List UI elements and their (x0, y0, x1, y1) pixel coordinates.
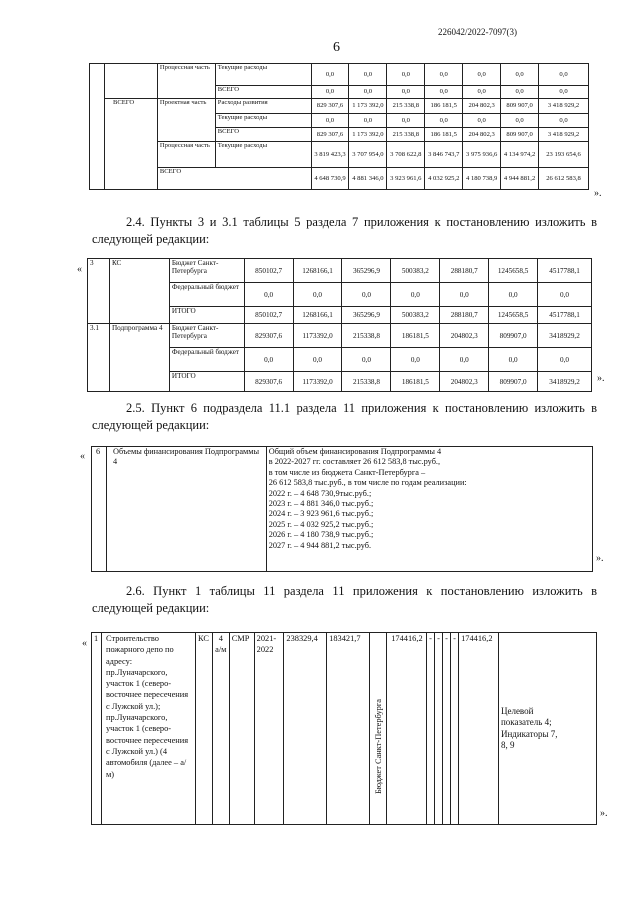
table-cell: 1245658,5 (489, 259, 538, 283)
table-cell: 0,0 (391, 348, 440, 372)
table-cell: 215 338,8 (387, 99, 425, 114)
table-cell: 4 180 738,9 (463, 168, 501, 190)
table-cell: 4517788,1 (538, 307, 592, 324)
table-cell: 0,0 (311, 114, 349, 128)
closing-quote: ». (597, 373, 605, 384)
table-cell: 4 881 346,0 (349, 168, 387, 190)
table-cell: 0,0 (391, 283, 440, 307)
table-cell: 0,0 (501, 114, 539, 128)
table-cell: 1 173 392,0 (349, 128, 387, 142)
table-cell: 0,0 (538, 283, 592, 307)
table-cell: 0,0 (293, 283, 342, 307)
dash-cell: - (443, 633, 451, 825)
table-cell: 850102,7 (244, 307, 293, 324)
dash-cell: - (427, 633, 435, 825)
table-cell: 1268166,1 (293, 307, 342, 324)
table-cell: 365296,9 (342, 259, 391, 283)
table-cell: 0,0 (311, 64, 349, 86)
table-cell: 809 907,0 (501, 99, 539, 114)
table-cell: 204 802,3 (463, 128, 501, 142)
table-cell: 0,0 (489, 283, 538, 307)
table-cell: 3 846 743,7 (425, 142, 463, 168)
table-cell: ВСЕГО (215, 86, 311, 99)
object-name: Строительство пожарного депо по адресу: пр.Луначарского, участок 1 (северо-восточнее пересечения с Лужской ул.); пр.Луначарского, участок 1 (северо-восточнее пересечения с Лужской ул.) (4 автомобиля (далее – а/м) (101, 633, 195, 825)
table-cell: 0,0 (425, 64, 463, 86)
table-cell: 0,0 (244, 283, 293, 307)
table-cell: 288180,7 (440, 259, 489, 283)
table-cell: 0,0 (311, 86, 349, 99)
indicators-text: Целевой показатель 4; Индикаторы 7, 8, 9 (500, 705, 558, 750)
table-cell: 829307,6 (244, 324, 293, 348)
finance-table (87, 258, 592, 392)
indicators (498, 633, 596, 825)
table-cell: 204802,3 (440, 324, 489, 348)
row-number: 3.1 (88, 324, 110, 392)
table-cell: Текущие расходы (215, 142, 311, 168)
table-cell: 809907,0 (489, 372, 538, 392)
table-cell: 26 612 583,8 (539, 168, 589, 190)
detail-line: Общий объем финансирования Подпрограммы 4 (268, 447, 442, 456)
table-cell: 4517788,1 (538, 259, 592, 283)
detail-line: в том числе из бюджета Санкт-Петербурга – (268, 467, 426, 477)
table-cell: 500383,2 (391, 259, 440, 283)
opening-quote: « (82, 638, 87, 649)
funding-volume-table (91, 446, 593, 572)
table-cell: 0,0 (538, 348, 592, 372)
table-cell: 829307,6 (244, 372, 293, 392)
table-cell: 186 181,5 (425, 128, 463, 142)
table-cell: 0,0 (293, 348, 342, 372)
row-number: 6 (92, 447, 107, 572)
funding-source: Федеральный бюджет (169, 348, 244, 372)
table-cell: 204802,3 (440, 372, 489, 392)
table-cell: 4 944 881,2 (501, 168, 539, 190)
closing-quote: ». (600, 808, 608, 819)
table-cell: 1268166,1 (293, 259, 342, 283)
object-table (91, 632, 597, 825)
total: 174416,2 (387, 633, 427, 825)
closing-quote: ». (596, 553, 604, 564)
table-cell: 4 032 925,2 (425, 168, 463, 190)
detail-line: 2024 г. – 3 923 961,6 тыс.руб.; (268, 509, 374, 519)
table-cell: 0,0 (342, 348, 391, 372)
table-cell: 0,0 (349, 114, 387, 128)
row-label: Объемы финансирования Подпрограммы 4 (106, 447, 266, 572)
paragraph-2-5: 2.5. Пункт 6 подраздела 11.1 раздела 11 приложения к постановлению изложить в следующей редакции: (92, 401, 597, 432)
table-cell: 0,0 (342, 283, 391, 307)
page-number: 6 (333, 40, 340, 55)
table-cell: 23 193 654,6 (539, 142, 589, 168)
table-cell: 4 134 974,2 (501, 142, 539, 168)
table-cell: 186 181,5 (425, 99, 463, 114)
table-cell: 1245658,5 (489, 307, 538, 324)
table-cell: 215338,8 (342, 372, 391, 392)
table-cell: 0,0 (539, 64, 589, 86)
funding-source-text: Бюджет Санкт-Петербурга (373, 698, 383, 794)
paragraph-2-6: 2.6. Пункт 1 таблицы 11 раздела 11 приложения к постановлению изложить в следующей редакции: (92, 584, 597, 615)
table-cell: 204 802,3 (463, 99, 501, 114)
table-cell: ВСЕГО (157, 168, 311, 190)
customer: КС (195, 633, 212, 825)
years: 2021-2022 (254, 633, 284, 825)
row-number: 1 (92, 633, 102, 825)
table-cell: 0,0 (387, 86, 425, 99)
table-cell: 0,0 (425, 86, 463, 99)
table-cell: 0,0 (539, 86, 589, 99)
capacity: 4 а/м (212, 633, 229, 825)
table-cell: 0,0 (501, 64, 539, 86)
table-cell: 500383,2 (391, 307, 440, 324)
table-cell: Процессная часть (157, 64, 215, 99)
table-cell: 809907,0 (489, 324, 538, 348)
table-cell: 186181,5 (391, 324, 440, 348)
table-cell: 0,0 (489, 348, 538, 372)
table-cell: 215 338,8 (387, 128, 425, 142)
funding-source (369, 633, 386, 825)
row-name: Подпрограмма 4 (109, 324, 169, 392)
table-cell: 0,0 (440, 348, 489, 372)
table-cell: 0,0 (349, 64, 387, 86)
row-name: КС (109, 259, 169, 324)
closing-quote: ». (594, 188, 602, 199)
table-cell: 0,0 (463, 114, 501, 128)
table-cell: 3 819 423,3 (311, 142, 349, 168)
table-cell: 829 307,6 (311, 128, 349, 142)
funding-source: ИТОГО (169, 372, 244, 392)
table-cell: 288180,7 (440, 307, 489, 324)
table-cell: Проектная часть (157, 99, 215, 142)
detail-line: 2023 г. – 4 881 346,0 тыс.руб.; (268, 499, 374, 509)
table-cell: 1173392,0 (293, 372, 342, 392)
table-cell: 0,0 (425, 114, 463, 128)
blank-cell (90, 64, 105, 190)
funding-source: ИТОГО (169, 307, 244, 324)
row-number: 3 (88, 259, 110, 324)
opening-quote: « (77, 264, 82, 275)
table-cell: ВСЕГО (104, 99, 157, 190)
dash-cell: - (451, 633, 459, 825)
table-cell: 0,0 (539, 114, 589, 128)
table-cell: 3 418 929,2 (539, 99, 589, 114)
table-cell: 3 923 961,6 (387, 168, 425, 190)
detail-line: 26 612 583,8 тыс.руб., в том числе по годам реализации: (268, 478, 467, 488)
table-cell: 809 907,0 (501, 128, 539, 142)
table-cell: 4 648 730,9 (311, 168, 349, 190)
detail-line: 2022 г. – 4 648 730,9тыс.руб.; (268, 488, 372, 498)
table-cell: Расходы развития (215, 99, 311, 114)
table-cell: 3 708 622,8 (387, 142, 425, 168)
table-cell: 0,0 (501, 86, 539, 99)
table-cell: 850102,7 (244, 259, 293, 283)
work-type: СМР (229, 633, 254, 825)
funding-source: Федеральный бюджет (169, 283, 244, 307)
detail-line: 2027 г. – 4 944 881,2 тыс.руб. (268, 540, 372, 550)
previous-funding: 183421,7 (327, 633, 370, 825)
table-cell: 186181,5 (391, 372, 440, 392)
funding-details (266, 447, 592, 572)
funding-source: Бюджет Санкт-Петербурга (169, 324, 244, 348)
detail-line: 2026 г. – 4 180 738,9 тыс.руб.; (268, 530, 374, 540)
cost: 238329,4 (284, 633, 327, 825)
table-cell: 1 173 392,0 (349, 99, 387, 114)
table-cell: 0,0 (387, 114, 425, 128)
funding-source: Бюджет Санкт-Петербурга (169, 259, 244, 283)
table-cell: 1173392,0 (293, 324, 342, 348)
table-cell: 3 418 929,2 (539, 128, 589, 142)
summary-table (89, 63, 589, 190)
blank-cell (104, 64, 157, 99)
table-cell: 3 707 954,0 (349, 142, 387, 168)
table-cell: 829 307,6 (311, 99, 349, 114)
table-cell: Текущие расходы (215, 114, 311, 128)
table-cell: 0,0 (349, 86, 387, 99)
table-cell: Процессная часть (157, 142, 215, 168)
table-cell: ВСЕГО (215, 128, 311, 142)
table-cell: 365296,9 (342, 307, 391, 324)
dash-cell: - (435, 633, 443, 825)
table-cell: 0,0 (463, 86, 501, 99)
table-cell: 0,0 (387, 64, 425, 86)
table-cell: Текущие расходы (215, 64, 311, 86)
detail-line: в 2022-2027 гг. составляет 26 612 583,8 тыс.руб., (268, 457, 441, 467)
table-cell: 0,0 (440, 283, 489, 307)
table-cell: 0,0 (463, 64, 501, 86)
table-cell: 3418929,2 (538, 372, 592, 392)
document-id: 226042/2022-7097(3) (438, 27, 517, 37)
table-cell: 3418929,2 (538, 324, 592, 348)
total-2: 174416,2 (459, 633, 499, 825)
detail-line: 2025 г. – 4 032 925,2 тыс.руб.; (268, 519, 374, 529)
table-cell: 3 975 936,6 (463, 142, 501, 168)
table-cell: 0,0 (244, 348, 293, 372)
paragraph-2-4: 2.4. Пункты 3 и 3.1 таблицы 5 раздела 7 приложения к постановлению изложить в следующей редакции: (92, 215, 597, 246)
opening-quote: « (80, 451, 85, 462)
table-cell: 215338,8 (342, 324, 391, 348)
